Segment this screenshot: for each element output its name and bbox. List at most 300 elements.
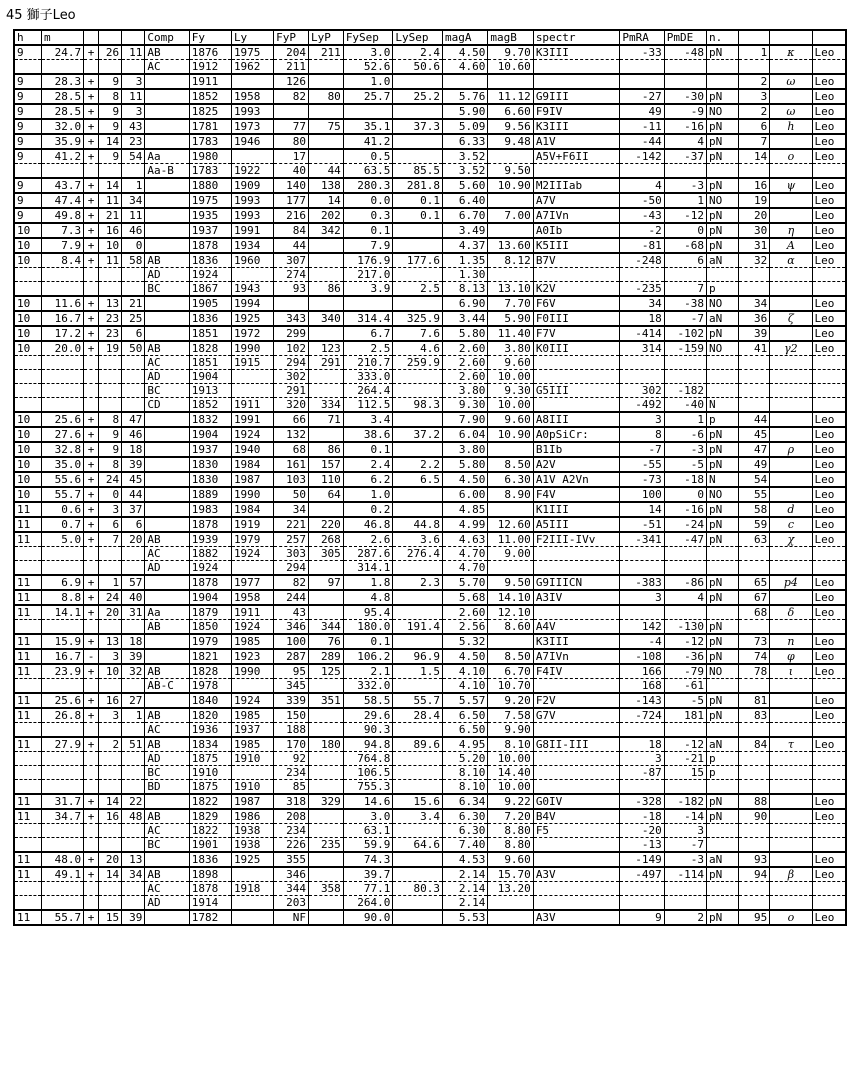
table-cell [664,896,706,911]
table-cell: -73 [620,472,664,487]
table-cell [533,882,620,896]
table-cell: 343 [274,311,309,326]
table-cell: Leo [812,708,846,723]
table-cell: 24 [98,590,121,605]
table-cell: 1994 [231,296,273,311]
table-cell: 358 [308,882,343,896]
table-cell: + [84,487,99,502]
table-cell: pN [706,693,738,708]
table-cell: 47 [122,412,145,427]
table-cell: 259.9 [393,356,443,370]
table-cell: 32.8 [41,442,83,457]
table-cell: 15 [664,766,706,780]
table-cell: A4V [533,620,620,635]
table-cell: pN [706,427,738,442]
table-cell: 6.70 [488,664,533,679]
table-cell: 1918 [231,882,273,896]
table-cell [14,882,41,896]
table-cell: 217.0 [343,268,393,282]
table-cell: 289 [308,649,343,664]
table-cell: 25.6 [41,412,83,427]
table-cell: 0.0 [343,193,393,208]
table-cell [84,268,99,282]
table-cell [533,356,620,370]
table-cell: -14 [664,809,706,824]
table-cell: -16 [664,119,706,134]
table-cell: G5III [533,384,620,398]
table-cell: 1851 [189,326,231,341]
table-cell: 25.7 [343,89,393,104]
table-cell [393,780,443,795]
table-cell: 204 [274,45,309,60]
table-cell: -51 [620,517,664,532]
table-cell: pN [706,620,738,635]
table-cell: Leo [812,311,846,326]
table-cell [738,780,770,795]
table-cell: -6 [664,427,706,442]
table-cell [41,398,83,413]
table-cell: -5 [664,457,706,472]
table-cell: 264.4 [343,384,393,398]
table-cell: 93 [274,282,309,297]
table-cell [706,723,738,738]
table-cell: 41.2 [343,134,393,149]
table-cell: 1911 [189,74,231,89]
table-cell: 1910 [189,766,231,780]
table-cell: 9 [98,104,121,119]
table-cell: 5.68 [443,590,488,605]
table-cell [770,164,812,179]
table-cell: 1904 [189,427,231,442]
table-cell: + [84,517,99,532]
table-cell [770,208,812,223]
table-cell: -182 [664,794,706,809]
table-cell: 1979 [189,634,231,649]
table-cell: + [84,341,99,356]
column-header: LySep [393,30,443,45]
table-cell: -16 [664,502,706,517]
table-cell [98,164,121,179]
table-cell: 3 [620,412,664,427]
table-cell [98,398,121,413]
table-cell: 50 [274,487,309,502]
table-cell: 4.50 [443,45,488,60]
table-row [14,517,846,532]
table-cell: 244 [274,590,309,605]
table-cell: 2.3 [393,575,443,590]
table-cell: Leo [812,590,846,605]
table-cell: 5.80 [443,457,488,472]
table-cell: pN [706,119,738,134]
table-cell: - [84,649,99,664]
table-cell: A2V [533,457,620,472]
table-cell [620,164,664,179]
table-cell: 45 [738,427,770,442]
table-cell: M2IIIab [533,178,620,193]
table-cell [145,472,189,487]
table-cell: 20 [98,605,121,620]
table-cell: 26 [98,45,121,60]
table-cell [308,896,343,911]
table-cell [488,634,533,649]
table-cell [738,370,770,384]
table-cell: 11 [14,852,41,867]
table-cell: 85 [274,780,309,795]
table-cell: aN [706,852,738,867]
table-cell: + [84,472,99,487]
table-cell: 44 [738,412,770,427]
table-cell: Leo [812,134,846,149]
table-cell [145,89,189,104]
table-cell [84,60,99,75]
table-cell: 19 [98,341,121,356]
table-cell: -3 [664,442,706,457]
table-cell: 78 [738,664,770,679]
table-cell: 302 [274,370,309,384]
table-cell: -492 [620,398,664,413]
table-cell: pN [706,634,738,649]
table-cell: 342 [308,223,343,238]
table-cell: A7V [533,193,620,208]
table-cell: Leo [812,45,846,60]
table-cell [706,780,738,795]
table-cell: 22 [122,794,145,809]
table-cell [122,752,145,766]
table-cell [308,852,343,867]
table-cell: Leo [812,193,846,208]
table-cell: 14 [98,867,121,882]
table-cell: 333.0 [343,370,393,384]
table-cell: K5III [533,238,620,253]
table-cell: 339 [274,693,309,708]
table-row [14,60,846,75]
table-cell: c [770,517,812,532]
table-row [14,809,846,824]
table-cell: 1904 [189,590,231,605]
table-cell [706,605,738,620]
table-cell: 8.4 [41,253,83,268]
table-cell: 6.70 [443,208,488,223]
table-cell [393,590,443,605]
table-cell [145,223,189,238]
table-cell: 1783 [189,134,231,149]
table-cell: 9 [14,208,41,223]
table-cell: 4.99 [443,517,488,532]
table-cell: 1898 [189,867,231,882]
table-cell: 1984 [231,502,273,517]
table-cell: 20 [738,208,770,223]
table-cell: -3 [664,178,706,193]
table-cell: pN [706,502,738,517]
table-cell: 71 [308,412,343,427]
table-cell: 16 [738,178,770,193]
table-cell: 1840 [189,693,231,708]
table-cell: -5 [664,693,706,708]
table-cell: 1828 [189,341,231,356]
table-cell: 23.9 [41,664,83,679]
table-cell: A3V [533,910,620,925]
table-cell: -86 [664,575,706,590]
table-cell: pN [706,590,738,605]
table-cell: 106.5 [343,766,393,780]
table-cell: -43 [620,208,664,223]
table-cell: 36 [738,311,770,326]
table-cell: AB [145,341,189,356]
table-cell [393,238,443,253]
column-header [84,30,99,45]
table-cell [308,766,343,780]
table-cell: 1783 [189,164,231,179]
table-cell: Leo [812,532,846,547]
table-cell: 73 [738,634,770,649]
table-cell [706,882,738,896]
table-cell: 57 [122,575,145,590]
table-cell [231,910,273,925]
table-cell: 1938 [231,838,273,853]
table-cell: 294 [274,561,309,576]
table-cell: G7V [533,708,620,723]
table-cell: 1985 [231,737,273,752]
table-cell [770,780,812,795]
table-cell: 755.3 [343,780,393,795]
table-cell [533,268,620,282]
table-cell: 88 [738,794,770,809]
table-row [14,649,846,664]
table-cell: 4.10 [443,664,488,679]
table-cell: -11 [620,119,664,134]
table-cell [393,442,443,457]
table-cell: NO [706,104,738,119]
table-cell: 1875 [189,752,231,766]
table-cell: 63.1 [343,824,393,838]
table-cell: 10 [14,427,41,442]
table-cell [308,502,343,517]
table-cell: 40 [274,164,309,179]
table-cell: 9 [98,119,121,134]
table-cell: 1821 [189,649,231,664]
table-cell: 180 [308,737,343,752]
table-cell [14,356,41,370]
table-cell: 8.13 [443,282,488,297]
table-cell: 1915 [231,356,273,370]
table-cell: -497 [620,867,664,882]
table-cell: 210.7 [343,356,393,370]
table-cell: 6.50 [443,723,488,738]
table-cell: Leo [812,326,846,341]
table-cell [393,723,443,738]
table-row [14,896,846,911]
table-cell [812,561,846,576]
table-cell: 15 [98,910,121,925]
table-cell [706,679,738,694]
table-cell [84,620,99,635]
table-cell: 11 [98,193,121,208]
table-cell: 170 [274,737,309,752]
table-cell: -37 [664,149,706,164]
table-cell: 10.70 [488,679,533,694]
table-cell [533,896,620,911]
table-cell: 63 [738,532,770,547]
table-cell: 48.0 [41,852,83,867]
table-cell: 1880 [189,178,231,193]
table-cell [122,780,145,795]
table-cell: 13.20 [488,882,533,896]
table-cell [98,60,121,75]
table-cell: aN [706,253,738,268]
table-cell: 11 [14,649,41,664]
table-cell: Leo [812,693,846,708]
table-cell [145,517,189,532]
table-cell: 3.6 [393,532,443,547]
table-cell: Leo [812,517,846,532]
table-cell: + [84,178,99,193]
table-cell [84,679,99,694]
table-cell [770,268,812,282]
table-cell [98,723,121,738]
table-cell: 1985 [231,634,273,649]
table-cell: Leo [812,605,846,620]
table-cell: -18 [620,809,664,824]
table-cell [393,752,443,766]
table-cell: 59.9 [343,838,393,853]
table-cell: 48 [122,809,145,824]
table-cell: 0.5 [343,149,393,164]
table-cell: 1972 [231,326,273,341]
table-cell: 14.6 [343,794,393,809]
table-cell: 140 [274,178,309,193]
table-cell: 9 [98,149,121,164]
table-cell [393,502,443,517]
table-cell [14,752,41,766]
table-cell [98,547,121,561]
table-cell: 43 [122,119,145,134]
table-row [14,708,846,723]
table-cell [98,824,121,838]
table-row [14,193,846,208]
table-cell: 25 [122,311,145,326]
table-row [14,223,846,238]
table-cell: 44 [274,238,309,253]
table-cell: -130 [664,620,706,635]
table-cell [231,370,273,384]
table-cell: Leo [812,809,846,824]
table-cell [393,910,443,925]
table-cell: 15.6 [393,794,443,809]
table-cell: 35.0 [41,457,83,472]
table-cell [620,882,664,896]
table-cell: Aa [145,149,189,164]
table-cell: 10.60 [488,60,533,75]
table-cell [488,910,533,925]
table-cell: 177 [274,193,309,208]
table-cell: 39 [738,326,770,341]
table-cell: 49.8 [41,208,83,223]
table-cell: Leo [812,412,846,427]
table-cell: 17.2 [41,326,83,341]
column-header [738,30,770,45]
table-cell [738,679,770,694]
table-cell: -50 [620,193,664,208]
table-row [14,253,846,268]
table-cell: 90.0 [343,910,393,925]
table-row [14,442,846,457]
table-cell [231,74,273,89]
table-cell: 3 [98,649,121,664]
table-cell: -7 [664,838,706,853]
table-cell: 1993 [231,104,273,119]
table-cell [98,268,121,282]
column-header: n. [706,30,738,45]
table-cell: 1924 [231,427,273,442]
table-cell: 21 [98,208,121,223]
table-cell: + [84,457,99,472]
table-cell [770,89,812,104]
table-cell: AD [145,268,189,282]
table-cell: 1878 [189,882,231,896]
table-cell: 303 [274,547,309,561]
table-cell: -33 [620,45,664,60]
table-cell [14,60,41,75]
table-cell: 39 [122,910,145,925]
table-cell: 0.1 [393,193,443,208]
table-cell [533,561,620,576]
table-cell [812,752,846,766]
table-cell: 32.0 [41,119,83,134]
table-cell: 67 [738,590,770,605]
table-cell: 1925 [231,311,273,326]
table-cell [145,238,189,253]
table-cell: 307 [274,253,309,268]
table-cell: 0.3 [343,208,393,223]
table-cell: 2.5 [343,341,393,356]
page-title: 45 獅子Leo [6,8,76,23]
table-cell: 95.4 [343,605,393,620]
table-cell: 8.50 [488,649,533,664]
table-cell [122,398,145,413]
table-cell: -12 [664,634,706,649]
table-cell: 221 [274,517,309,532]
table-cell: χ [770,532,812,547]
table-cell: Aa-B [145,164,189,179]
table-cell: 28.3 [41,74,83,89]
table-cell: Leo [812,867,846,882]
table-cell: 4.50 [443,649,488,664]
table-cell: 11 [14,794,41,809]
table-cell: 1822 [189,824,231,838]
table-cell: + [84,208,99,223]
table-cell: 10.90 [488,178,533,193]
table-cell: 34 [122,867,145,882]
table-cell: 14.10 [488,590,533,605]
table-row [14,737,846,752]
table-cell: 142 [620,620,664,635]
table-cell: 4.50 [443,472,488,487]
table-cell: 1990 [231,664,273,679]
table-cell: pN [706,442,738,457]
header-row [14,30,846,45]
table-cell: 6 [122,326,145,341]
table-cell: 6.30 [443,824,488,838]
table-cell [84,780,99,795]
table-cell: 9.56 [488,119,533,134]
table-cell [738,268,770,282]
table-cell [145,575,189,590]
table-cell: 28.5 [41,89,83,104]
table-cell: 18 [620,737,664,752]
table-cell: 138 [308,178,343,193]
table-cell: 58.5 [343,693,393,708]
table-cell: pN [706,208,738,223]
